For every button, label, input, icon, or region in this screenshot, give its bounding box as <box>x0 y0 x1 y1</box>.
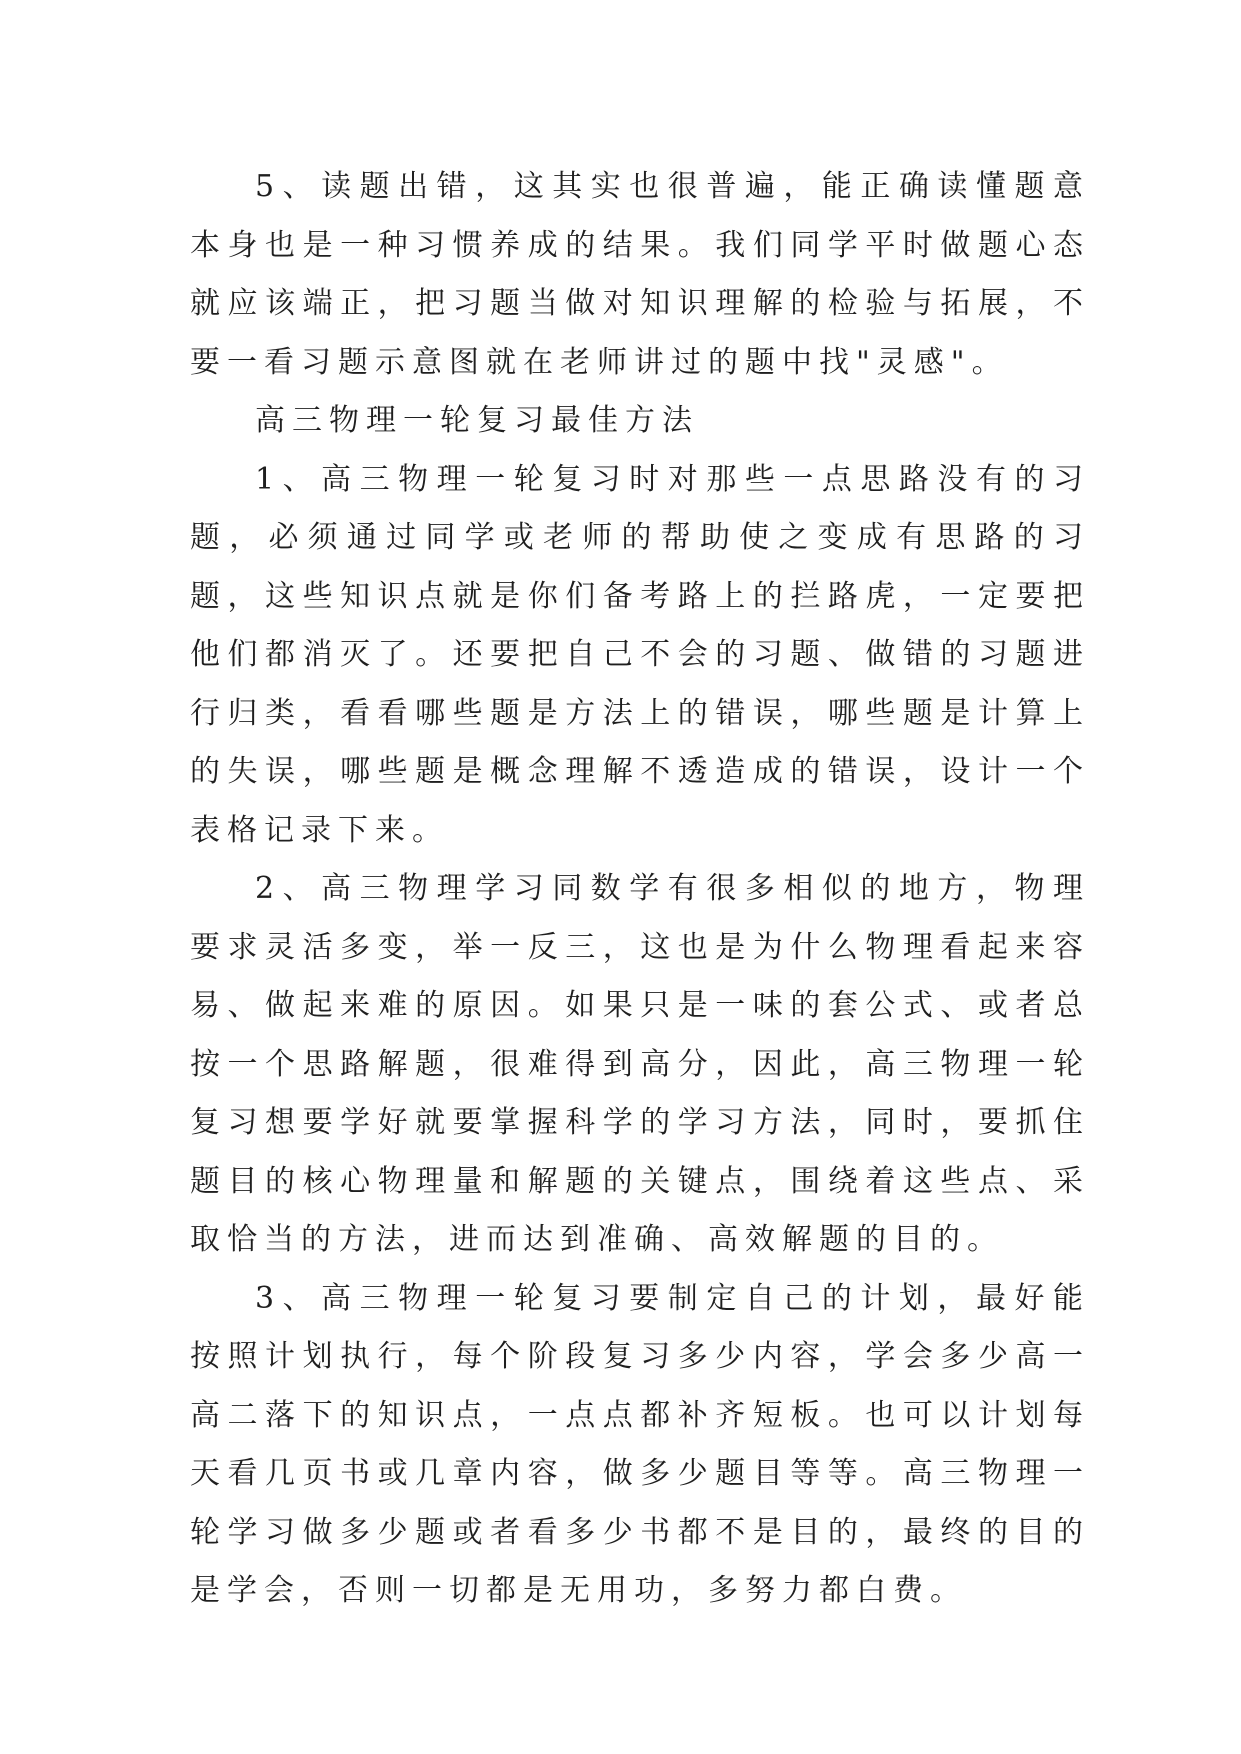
method-item-3: 3、高三物理一轮复习要制定自己的计划，最好能按照计划执行，每个阶段复习多少内容，学会多少高一高二落下的知识点，一点点都补齐短板。也可以计划每天看几页书或几章内容，做多少题目等等。高三物理一轮学习做多少题或者看多少书都不是目的，最终的目的是学会，否则一切都是无用功，多努力都白费。 <box>190 1280 1090 1608</box>
section-title: 高三物理一轮复习最佳方法 <box>255 403 699 438</box>
paragraph-reading-errors: 5、读题出错，这其实也很普遍，能正确读懂题意本身也是一种习惯养成的结果。我们同学平时做题心态就应该端正，把习题当做对知识理解的检验与拓展，不要一看习题示意图就在老师讲过的题中找"灵感"。 <box>190 169 1090 380</box>
document-body <box>190 158 1090 1621</box>
method-item-1: 1、高三物理一轮复习时对那些一点思路没有的习题，必须通过同学或老师的帮助使之变成有思路的习题，这些知识点就是你们备考路上的拦路虎，一定要把他们都消灭了。还要把自己不会的习题、做错的习题进行归类，看看哪些题是方法上的错误，哪些题是计算上的失误，哪些题是概念理解不透造成的错误，设计一个表格记录下来。 <box>190 461 1090 848</box>
method-item-2: 2、高三物理学习同数学有很多相似的地方，物理要求灵活多变，举一反三，这也是为什么物理看起来容易、做起来难的原因。如果只是一味的套公式、或者总按一个思路解题，很难得到高分，因此，高三物理一轮复习想要学好就要掌握科学的学习方法，同时，要抓住题目的核心物理量和解题的关键点，围绕着这些点、采取恰当的方法，进而达到准确、高效解题的目的。 <box>190 871 1090 1257</box>
